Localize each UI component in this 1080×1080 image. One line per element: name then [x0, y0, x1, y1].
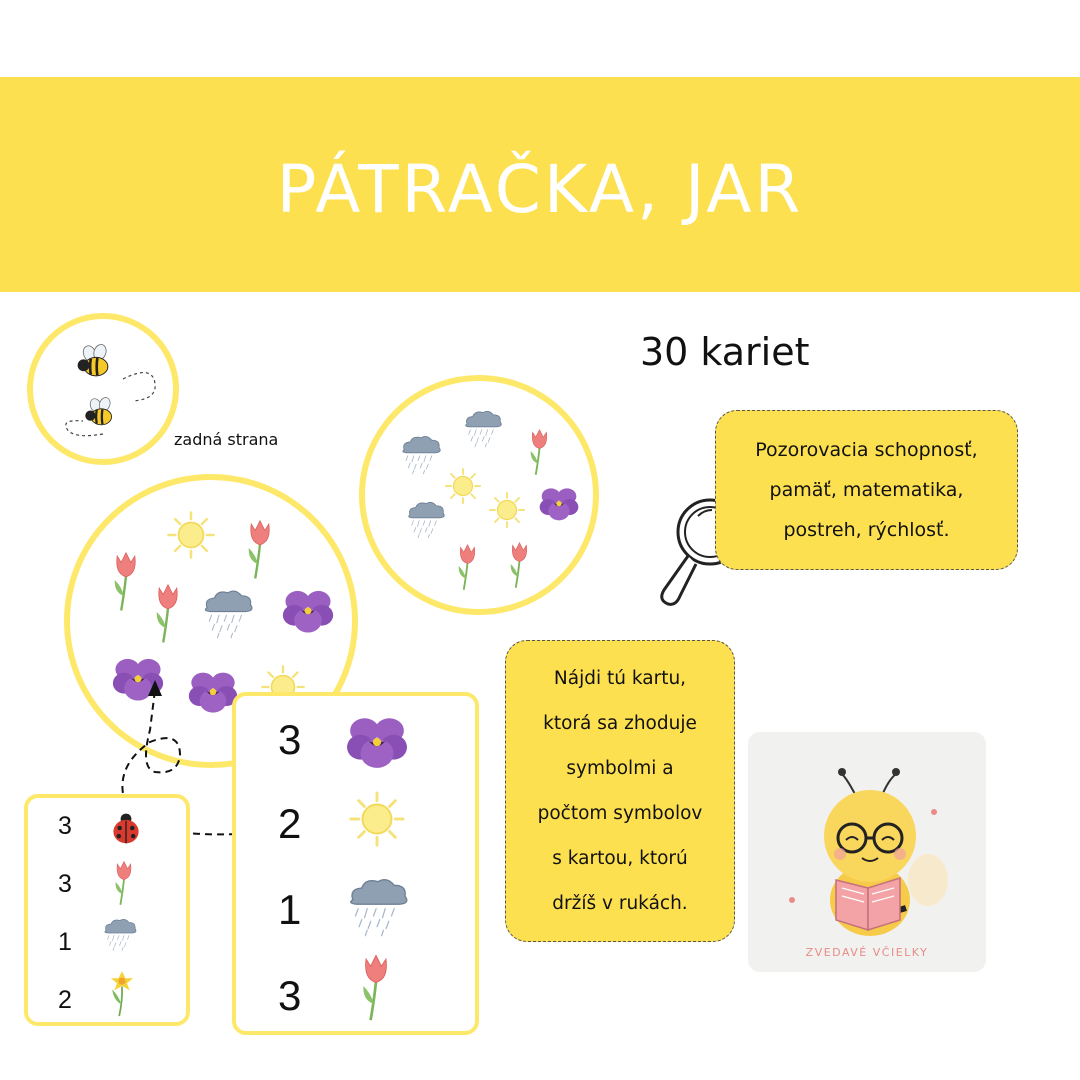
sun-icon [488, 491, 526, 529]
row-count: 1 [278, 886, 302, 933]
sun-icon [348, 790, 406, 848]
tulip-icon [110, 548, 142, 612]
row-count: 2 [278, 800, 302, 847]
row-count: 3 [278, 972, 302, 1019]
instruction-line: počtom symbolov [537, 803, 703, 824]
skills-line: Pozorovacia schopnosť, [755, 439, 978, 461]
rain-cloud-icon [397, 433, 445, 475]
rain-cloud-icon [198, 586, 258, 640]
pansy-icon [346, 710, 408, 772]
title-banner [0, 77, 1080, 292]
page-title: PÁTRAČKA, JAR [276, 151, 804, 228]
sun-icon [166, 510, 216, 560]
daffodil-icon [108, 968, 136, 1018]
instruction-line: Nájdi tú kartu, [553, 668, 687, 689]
tulip-icon [244, 516, 276, 580]
rain-cloud-icon [100, 916, 140, 952]
tulip-icon [112, 858, 136, 906]
instruction-box [505, 640, 735, 942]
row-count: 3 [58, 812, 72, 840]
card-back-circle [27, 313, 179, 465]
example-card-circle [359, 375, 599, 615]
tulip-icon [358, 950, 394, 1022]
instruction-line: symbolmi a [566, 758, 674, 779]
ladybug-icon [108, 810, 144, 846]
tulip-icon [152, 580, 184, 644]
tulip-icon [455, 541, 480, 591]
instruction-line: držíš v rukách. [552, 893, 688, 914]
instruction-line: s kartou, ktorú [552, 848, 688, 869]
skills-line: pamäť, matematika, [769, 479, 964, 501]
bee-trail-decoration [53, 359, 163, 439]
rain-cloud-icon [403, 499, 449, 539]
skills-box [715, 410, 1018, 570]
skills-line: postreh, rýchlosť. [783, 519, 950, 541]
brand-logo-tile [748, 732, 986, 972]
instruction-line: ktorá sa zhoduje [543, 713, 697, 734]
card-count: 30 kariet [640, 330, 810, 374]
back-side-label: zadná strana [174, 430, 279, 449]
big-answer-card [232, 692, 479, 1035]
bee-reading-logo [788, 760, 948, 940]
pansy-icon [282, 584, 334, 636]
row-count: 3 [278, 716, 302, 763]
sun-icon [444, 467, 482, 505]
row-count: 2 [58, 986, 72, 1014]
rain-cloud-icon [460, 408, 506, 448]
row-count: 1 [58, 928, 72, 956]
brand-name: ZVEDAVÉ VČIELKY [805, 946, 929, 959]
pansy-icon [539, 483, 579, 523]
tulip-icon [507, 539, 532, 589]
tulip-icon [527, 426, 552, 476]
rain-cloud-icon [342, 874, 414, 938]
row-count: 3 [58, 870, 72, 898]
small-answer-card [24, 794, 190, 1026]
